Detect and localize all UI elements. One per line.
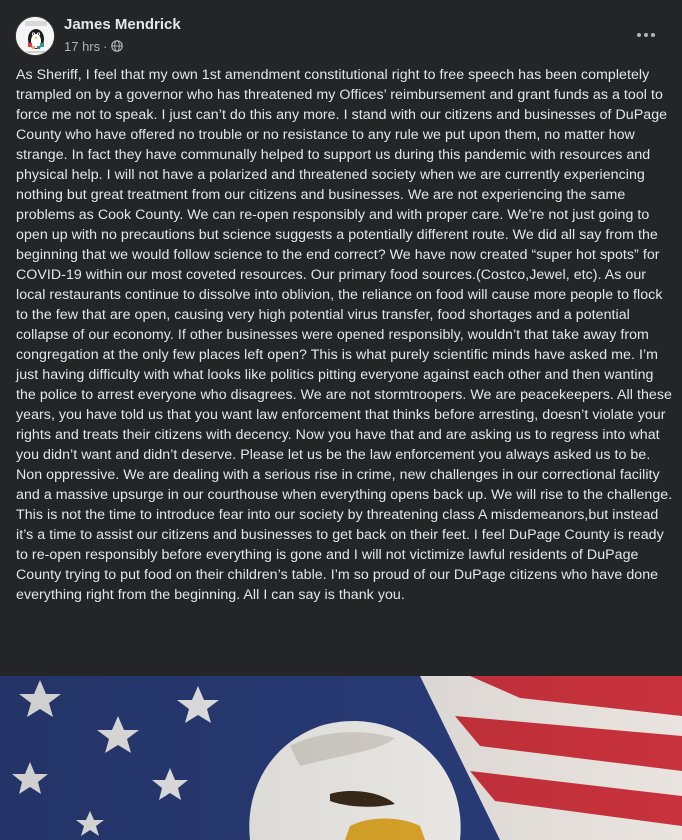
post-timestamp[interactable]: 17 hrs [64,38,101,54]
author-avatar[interactable] [15,16,55,56]
author-name[interactable]: James Mendrick [64,16,181,33]
penguin-avatar-icon [16,17,55,56]
globe-icon[interactable] [111,40,123,52]
post-meta [64,38,123,54]
meta-separator: · [103,38,108,54]
post-header [0,0,682,62]
post-body-text: As Sheriff, I feel that my own 1st amendment constitutional right to free speech has been completely trampled on by a governor who has threatened my Offices’ reimbursement and grant funds as a tool to force me not to speak. I just can’t do this any more. I stand with our citizens and businesses of DuPage County who have offered no trouble or no resistance to any rule we put upon them, no matter how strange. In fact they have communally helped to support us during this pandemic with resources and physical help. I will not have a polarized and threatened society when we are currently experiencing nothing but great treatment from our citizens and businesses. We are not experiencing the same problems as Cook County. We can re-open responsibly and with proper care. We’re not just going to open up with no precautions but science suggests a potentially different route. We did all say from the beginning that we would follow science to the end correct? We have now created “super hot spots” for COVID-19 within our most coveted resources. Our primary food sources.(Costco,Jewel, etc). As our local restaurants continue to dissolve into oblivion, the reliance on food will cause more people to flock to the few that are open, causing very high potential virus transfer, food shortages and a potential collapse of our economy. If other businesses were opened responsibly, wouldn’t that take away from congregation at the only few places left open? This is what purely scientific minds have asked me. I’m just having difficulty with what looks like politics pitting everyone against each other and then wanting the police to arrest everyone who disagrees. We are not stormtroopers. We are peacekeepers. All these years, you have told us that you want law enforcement that thinks before arresting, doesn’t violate your rights and treats their citizens with decency. Now you have that and are asking us to regress into what you didn’t want and didn’t deserve. Please let us be the law enforcement you always asked us to be. Non oppressive. We are dealing with a serious rise in crime, new challenges in our correctional facility and a massive upsurge in our courthouse when everything opens back up. We will rise to the challenge. This is not the time to introduce fear into our society by threatening class A misdemeanors,but instead it’s a time to assist our citizens and businesses to get back on their feet. I feel DuPage County is ready to re-open responsibly before everything is gone and I will not victimize lawful residents of DuPage County trying to put food on their children’s table. I’m so proud of our DuPage citizens who have done everything right from the beginning. All I can say is thank you. [16,67,673,603]
post-image[interactable] [0,676,682,840]
more-options-button[interactable] [626,20,666,50]
bald-eagle-american-flag-image [0,676,682,840]
more-options-icon [636,32,656,38]
